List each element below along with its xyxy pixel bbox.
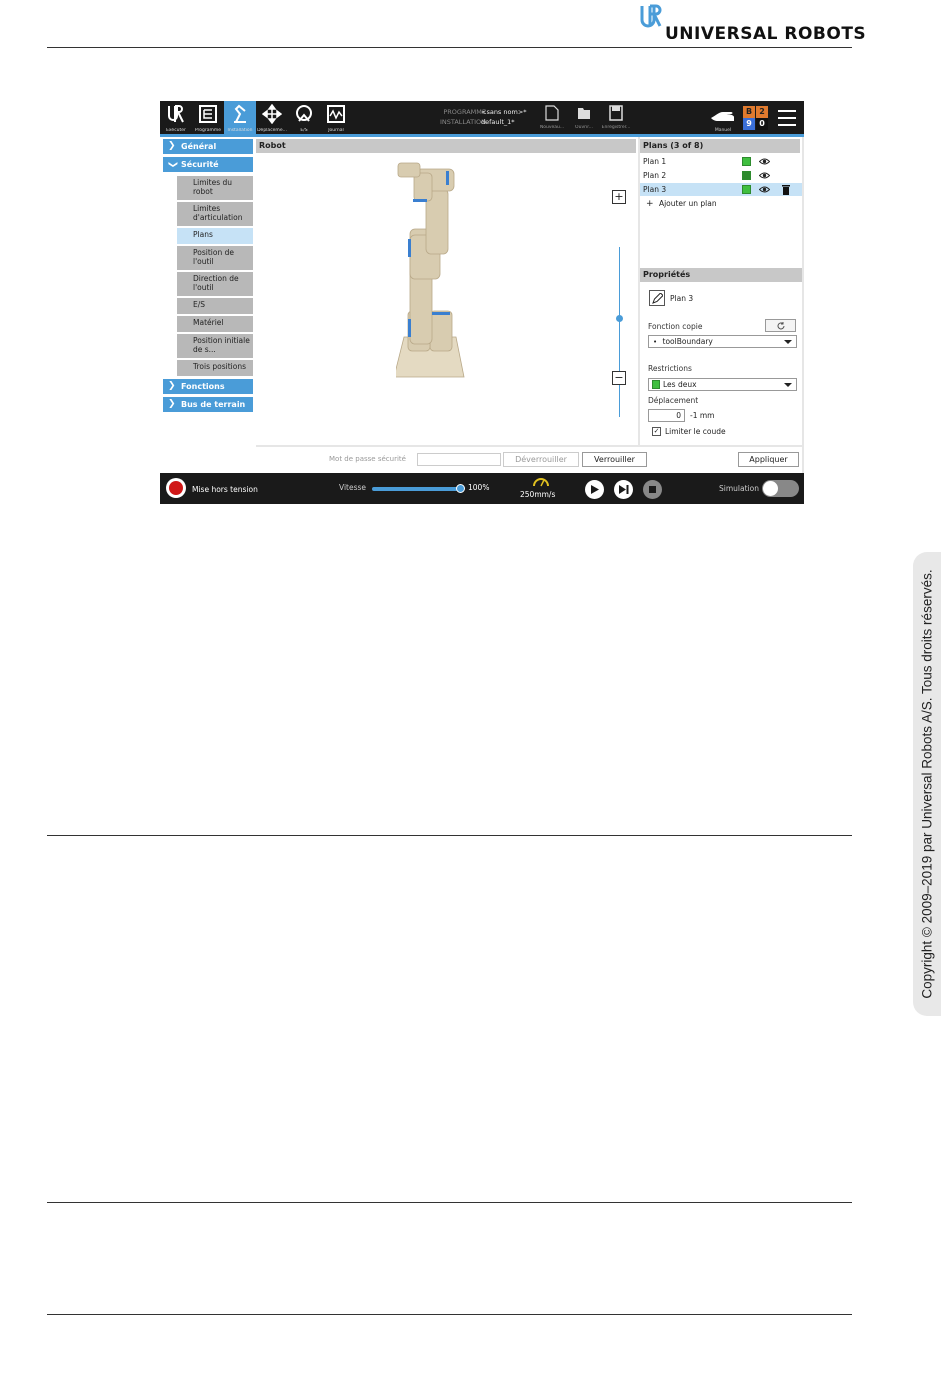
plan-label: Plan 3 [643, 185, 667, 194]
apply-button[interactable]: Appliquer [738, 452, 799, 467]
sidebar-item-tool-direction[interactable] [177, 272, 253, 296]
plan-label: Plan 2 [643, 171, 667, 180]
program-info-labels [426, 107, 486, 127]
sidebar-item-hardware[interactable] [177, 316, 253, 332]
robot-view-panel [256, 137, 638, 445]
log-icon [326, 104, 346, 124]
status-badge: 2 [756, 106, 768, 118]
copy-feature-label: Fonction copie [648, 322, 703, 331]
plane-normal-icon [742, 185, 751, 194]
eye-icon[interactable] [759, 184, 770, 195]
step-button[interactable] [614, 480, 633, 499]
section-rule [47, 1202, 852, 1203]
chevron-down-icon: ❯ [167, 160, 178, 169]
header-rule [47, 47, 852, 48]
play-button[interactable] [585, 480, 604, 499]
sidebar-item-planes[interactable] [177, 228, 253, 244]
bullet-icon: • [653, 338, 658, 346]
robot-arm-3d-view[interactable] [396, 159, 476, 381]
safety-password-input[interactable] [417, 453, 501, 466]
section-label: Bus de terrain [181, 400, 246, 409]
eye-icon[interactable] [759, 170, 770, 181]
status-badge: B [743, 106, 755, 118]
displacement-input[interactable]: 0 [648, 409, 685, 422]
pencil-icon [652, 293, 663, 304]
speed-slider-handle[interactable] [456, 484, 465, 493]
sidebar-item-label: Matériel [193, 318, 224, 327]
sidebar-item-label: Limites du robot [193, 178, 233, 196]
section-label: Général [181, 142, 217, 151]
nav-label: Installation [227, 128, 253, 133]
installation-icon [230, 104, 250, 124]
step-icon [619, 485, 629, 494]
eye-icon[interactable] [759, 156, 770, 167]
folder-icon [577, 105, 591, 121]
program-icon [198, 104, 218, 124]
speedometer-icon [532, 476, 550, 487]
plan-list-item[interactable] [640, 183, 802, 196]
universal-robots-logo [640, 4, 867, 44]
safety-password-label: Mot de passe sécurité [329, 455, 406, 463]
hand-icon [710, 106, 736, 124]
play-icon [591, 485, 599, 494]
power-button[interactable] [166, 478, 186, 498]
hamburger-menu-icon[interactable] [778, 110, 796, 126]
plane-normal-icon [742, 157, 751, 166]
plan-label: Plan 1 [643, 157, 667, 166]
sidebar-item-label: Position de l'outil [193, 248, 234, 266]
stop-icon [649, 486, 656, 493]
ur-logo-icon [166, 104, 186, 124]
status-badge: 0 [756, 118, 768, 130]
nav-installation[interactable] [224, 101, 256, 134]
plane-normal-icon [652, 380, 660, 389]
installation-value: default_1* [481, 118, 515, 126]
status-badge: 9 [743, 118, 755, 130]
dropdown-arrow-icon [784, 340, 792, 344]
dropdown-arrow-icon [784, 383, 792, 387]
unlock-button[interactable]: Déverrouiller [503, 452, 579, 467]
sidebar-item-label: Trois positions [193, 362, 246, 371]
nav-run[interactable] [160, 101, 192, 134]
nav-section-fieldbus[interactable] [163, 397, 253, 412]
sidebar-item-label: Plans [193, 230, 213, 239]
program-label: PROGRAMME [443, 108, 486, 116]
plane-restricted-icon [742, 171, 751, 180]
add-plan-label: Ajouter un plan [658, 199, 717, 208]
displacement-label: Déplacement [648, 396, 699, 405]
nav-section-security[interactable] [163, 157, 253, 172]
copyright-text: Copyright © 2009–2019 par Universal Robots A/S. Tous droits réservés. [919, 569, 935, 999]
limit-elbow-checkbox[interactable]: ✓ [653, 427, 660, 435]
refresh-button[interactable] [765, 319, 796, 332]
rename-button[interactable] [649, 290, 665, 306]
limit-elbow-label: Limiter le coude [665, 427, 726, 436]
simulation-toggle-knob[interactable] [763, 481, 778, 496]
nav-program[interactable] [192, 101, 224, 134]
sidebar-item-tool-position[interactable] [177, 246, 253, 270]
properties-title: Propriétés [640, 268, 802, 282]
nav-log[interactable] [320, 101, 352, 134]
section-label: Sécurité [181, 160, 219, 169]
plan-name: Plan 3 [670, 294, 694, 303]
restrictions-value: Les deux [663, 380, 697, 389]
section-label: Fonctions [181, 382, 225, 391]
refresh-icon [776, 321, 786, 331]
footer-bar [160, 473, 804, 504]
program-value: <sans nom>* [481, 108, 527, 116]
zoom-in-button[interactable]: + [612, 190, 626, 204]
move-icon [262, 104, 282, 124]
new-file-icon [545, 105, 559, 121]
copy-feature-value: toolBoundary [662, 337, 713, 346]
nav-label: Exécuter [166, 128, 186, 133]
tcp-speed: 250mm/s [520, 490, 556, 499]
lock-button[interactable]: Verrouiller [582, 452, 647, 467]
sidebar-item-label: Direction de l'outil [193, 274, 239, 292]
simulation-label: Simulation [719, 484, 759, 493]
chevron-right-icon: ❯ [168, 399, 176, 409]
plans-title: Plans (3 of 8) [640, 139, 800, 153]
save-file-label: Enregistrer... [601, 125, 631, 130]
stop-button[interactable] [643, 480, 662, 499]
open-file-label: Ouvrir... [575, 125, 593, 130]
nav-io[interactable] [288, 101, 320, 134]
nav-move[interactable] [256, 101, 288, 134]
io-icon [294, 104, 314, 124]
sidebar-item-robot-limits[interactable] [177, 176, 253, 200]
add-plan-button[interactable] [646, 199, 717, 209]
zoom-slider[interactable] [619, 247, 620, 417]
nav-label: E/S [300, 128, 308, 133]
sidebar-item-safe-home[interactable] [177, 334, 253, 358]
restrictions-dropdown[interactable] [648, 378, 797, 391]
sidebar-item-label: E/S [193, 300, 206, 309]
new-file-button[interactable] [537, 104, 567, 132]
save-file-button[interactable] [601, 104, 631, 132]
logo-text: UNIVERSAL ROBOTS [665, 24, 867, 44]
section-rule [47, 835, 852, 836]
safety-password-bar [256, 447, 802, 473]
speed-slider[interactable] [372, 487, 461, 491]
manual-mode-button[interactable] [708, 104, 738, 132]
nav-label: Programme [194, 128, 222, 133]
save-icon [609, 105, 623, 121]
speed-label: Vitesse [339, 483, 367, 492]
zoom-out-button[interactable]: − [612, 371, 626, 385]
trash-icon[interactable] [781, 184, 791, 195]
copy-feature-dropdown[interactable] [648, 335, 797, 348]
installation-label: INSTALLATION [439, 118, 486, 126]
zoom-slider-handle[interactable] [616, 315, 623, 322]
plans-panel [640, 137, 802, 445]
nav-section-features[interactable] [163, 379, 253, 394]
nav-label: Journal [328, 128, 344, 133]
nav-label: Déplaceme... [257, 128, 287, 133]
new-file-label: Nouveau... [539, 125, 565, 130]
section-rule [47, 1314, 852, 1315]
left-navigation [160, 137, 256, 473]
manual-mode-label: Manuel [714, 128, 732, 133]
sidebar-item-three-position[interactable] [177, 360, 253, 376]
ur-polyscope-screenshot [160, 101, 804, 504]
plus-icon: + [646, 199, 654, 209]
program-info-values [481, 107, 527, 127]
speed-value: 100% [468, 483, 490, 492]
displacement-unit: -1 mm [690, 411, 715, 420]
sidebar-item-io[interactable] [177, 298, 253, 314]
top-bar [160, 101, 804, 134]
sidebar-item-joint-limits[interactable] [177, 202, 253, 226]
robot-panel-title: Robot [256, 139, 636, 153]
chevron-right-icon: ❯ [168, 141, 176, 151]
chevron-right-icon: ❯ [168, 381, 176, 391]
power-label: Mise hors tension [192, 485, 258, 494]
nav-section-general[interactable] [163, 139, 253, 154]
ur-logo-mark-icon [640, 4, 662, 30]
plan-list-item[interactable] [640, 169, 802, 182]
restrictions-label: Restrictions [648, 364, 692, 373]
sidebar-item-label: Limites d'articulation [193, 204, 243, 222]
sidebar-item-label: Position initiale de s... [193, 336, 250, 354]
open-file-button[interactable] [569, 104, 599, 132]
plan-list-item[interactable] [640, 155, 802, 168]
